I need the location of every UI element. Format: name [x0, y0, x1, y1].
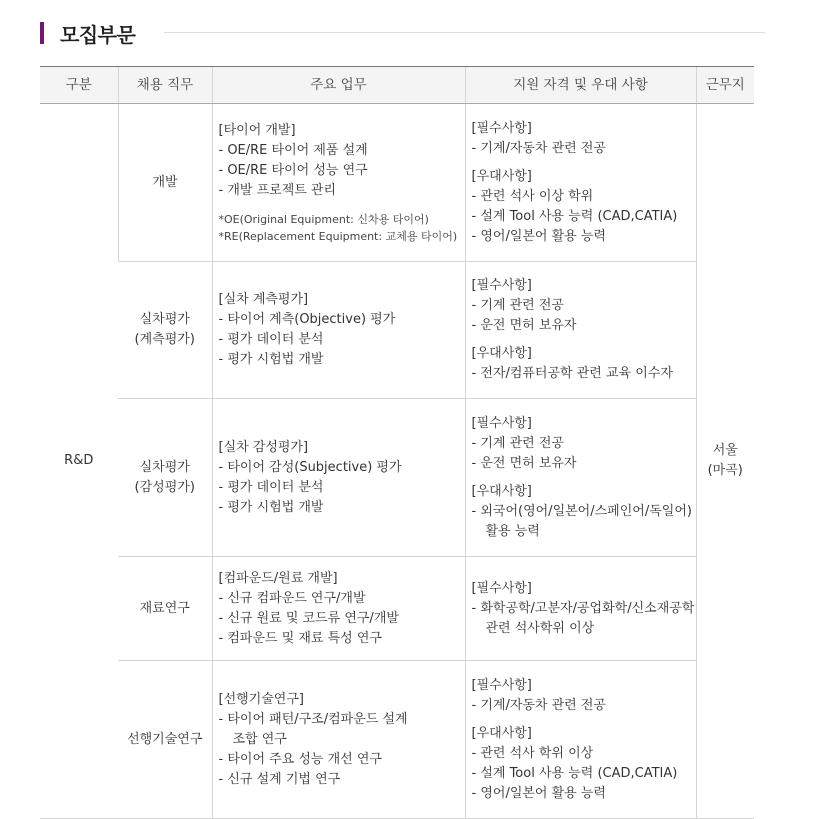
required-item: - 기계 관련 전공	[471, 435, 564, 451]
duty-item: - 신규 설계 기법 연구	[218, 771, 341, 787]
duty-item: - 타이어 주요 성능 개선 연구	[218, 751, 382, 767]
qualifications-cell	[465, 262, 696, 399]
division-cell	[40, 104, 118, 819]
job-cell	[118, 661, 212, 819]
job-title: 선행기술연구	[127, 731, 203, 747]
required-heading: [필수사항]	[471, 415, 532, 431]
header-division: 구분	[40, 67, 118, 104]
duty-item: - 평가 시험법 개발	[218, 352, 324, 367]
table-row	[40, 557, 754, 661]
footnote: *OE(Original Equipment: 신차용 타이어)	[218, 212, 429, 226]
required-heading: [필수사항]	[471, 120, 532, 136]
preferred-item: - 설계 Tool 사용 능력 (CAD,CATIA)	[471, 765, 678, 781]
duty-heading: [실차 감성평가]	[218, 439, 309, 455]
title-accent-bar	[40, 22, 44, 44]
duty-item: - 평가 시험법 개발	[218, 499, 324, 515]
required-item-continued: 관련 석사학위 이상	[485, 620, 595, 636]
qualifications-cell	[465, 399, 696, 557]
duties-cell	[212, 399, 465, 557]
recruitment-table	[40, 66, 754, 819]
duty-heading: [선행기술연구]	[218, 691, 304, 707]
job-title: 재료연구	[139, 600, 190, 616]
required-item: - 기계 관련 전공	[471, 298, 564, 313]
header-job: 채용 직무	[118, 67, 212, 104]
section-title: 모집부문	[60, 23, 136, 47]
preferred-item: - 관련 석사 학위 이상	[471, 745, 594, 761]
section-header	[40, 20, 765, 46]
duty-item: - 타이어 감성(Subjective) 평가	[218, 459, 402, 475]
preferred-heading: [우대사항]	[471, 346, 532, 361]
duties-cell	[212, 557, 465, 661]
table-row	[40, 104, 754, 262]
duty-item: - 개발 프로젝트 관리	[218, 182, 337, 198]
preferred-heading: [우대사항]	[471, 168, 532, 184]
preferred-item: - 전자/컴퓨터공학 관련 교육 이수자	[471, 366, 673, 381]
preferred-item: - 관련 석사 이상 학위	[471, 188, 594, 204]
required-item: - 기계/자동차 관련 전공	[471, 140, 606, 156]
division-label: R&D	[64, 453, 94, 468]
table-header-row	[40, 67, 754, 104]
job-cell	[118, 262, 212, 399]
table-row	[40, 661, 754, 819]
location-cell	[696, 104, 754, 819]
job-subtitle: (계측평가)	[134, 332, 195, 347]
job-cell	[118, 104, 212, 262]
duty-item: - 타이어 계측(Objective) 평가	[218, 312, 396, 327]
duty-item: - 컴파운드 및 재료 특성 연구	[218, 630, 382, 646]
table-row	[40, 399, 754, 557]
duty-item: - 신규 원료 및 코드류 연구/개발	[218, 610, 399, 626]
required-item: - 화학공학/고분자/공업화학/신소재공학	[471, 600, 695, 616]
header-duties: 주요 업무	[212, 67, 465, 104]
preferred-item: - 설계 Tool 사용 능력 (CAD,CATIA)	[471, 208, 678, 224]
required-item: - 운전 면허 보유자	[471, 318, 577, 333]
duties-cell	[212, 262, 465, 399]
title-divider	[164, 32, 765, 33]
qualifications-cell	[465, 557, 696, 661]
required-heading: [필수사항]	[471, 677, 532, 693]
job-title: 개발	[152, 174, 178, 190]
preferred-item-continued: 활용 능력	[485, 523, 540, 539]
header-location: 근무지	[696, 67, 754, 104]
location-city: 서울	[712, 443, 738, 458]
duty-item: - 평가 데이터 분석	[218, 332, 324, 347]
qualifications-cell	[465, 661, 696, 819]
preferred-heading: [우대사항]	[471, 725, 532, 741]
job-title: 실차평가	[139, 312, 190, 327]
preferred-item: - 영어/일본어 활용 능력	[471, 228, 606, 244]
duty-heading: [컴파운드/원료 개발]	[218, 570, 338, 586]
header-qualifications: 지원 자격 및 우대 사항	[465, 67, 696, 104]
duties-cell	[212, 104, 465, 262]
duties-cell	[212, 661, 465, 819]
job-cell	[118, 399, 212, 557]
job-cell	[118, 557, 212, 661]
duty-item: - OE/RE 타이어 성능 연구	[218, 162, 368, 178]
location-district: (마곡)	[707, 463, 743, 478]
table-row	[40, 262, 754, 399]
required-item: - 운전 면허 보유자	[471, 455, 577, 471]
qualifications-cell	[465, 104, 696, 262]
job-subtitle: (감성평가)	[134, 479, 195, 495]
duty-item: - 신규 컴파운드 연구/개발	[218, 590, 366, 606]
required-item: - 기계/자동차 관련 전공	[471, 697, 606, 713]
required-heading: [필수사항]	[471, 278, 532, 293]
job-title: 실차평가	[139, 459, 190, 475]
duty-item: - 평가 데이터 분석	[218, 479, 324, 495]
duty-item-continued: 조합 연구	[232, 731, 287, 747]
duty-item: - OE/RE 타이어 제품 설계	[218, 142, 368, 158]
duty-item: - 타이어 패턴/구조/컴파운드 설계	[218, 711, 408, 727]
preferred-heading: [우대사항]	[471, 483, 532, 499]
required-heading: [필수사항]	[471, 580, 532, 596]
duty-heading: [타이어 개발]	[218, 122, 296, 138]
footnote: *RE(Replacement Equipment: 교체용 타이어)	[218, 229, 458, 243]
duty-heading: [실차 계측평가]	[218, 292, 309, 307]
preferred-item: - 영어/일본어 활용 능력	[471, 785, 606, 801]
preferred-item: - 외국어(영어/일본어/스페인어/독일어)	[471, 503, 692, 519]
